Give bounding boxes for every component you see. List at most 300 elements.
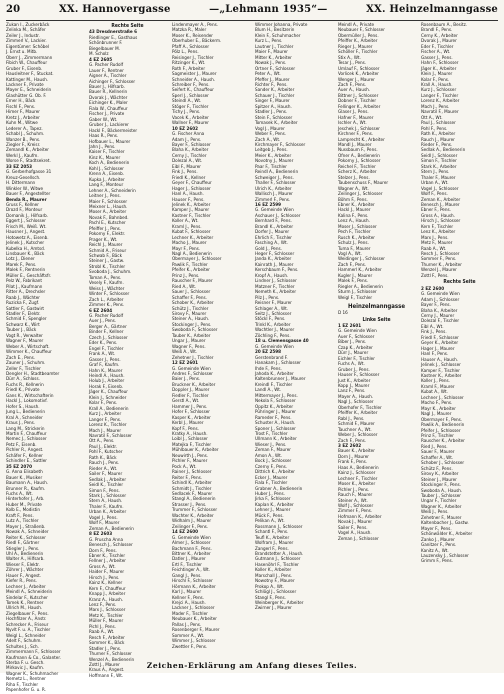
resident-entry: Lauer F., Rentner (89, 68, 124, 74)
resident-entry: Krejci A., Haush. (172, 601, 206, 607)
resident-entry: Riedl F., Gärtner (6, 541, 40, 547)
resident-entry: Tauber K., Arbeiter (172, 333, 211, 339)
resident-entry: Bittner K., Arbeiter (172, 551, 211, 557)
resident-entry: Benesch J., Schlosser (89, 543, 133, 549)
resident-entry: Reiter F., Pens. (172, 475, 203, 481)
resident-entry: Geyer K., Arbeiter (421, 341, 459, 347)
resident-entry: Stein F., Schlosser (255, 115, 293, 121)
page-header (6, 4, 498, 18)
resident-entry: G. Gemeinde Wien (255, 344, 294, 350)
resident-entry: Sauer F., Maurer (421, 450, 455, 456)
resident-entry: Swoboda A., Haush. (421, 488, 463, 494)
resident-entry: Zeilinger J., Schlosser (338, 192, 383, 198)
resident-entry: Brandl F., Pens. (421, 28, 453, 34)
resident-entry: Schaffer A., Wt. (421, 455, 454, 461)
page-number: 20 (6, 4, 21, 15)
resident-entry: H. Dittermann (6, 181, 36, 187)
resident-entry: J. Ernst u. Mitb. (6, 50, 38, 56)
resident-entry: Raab A., Wt. (89, 630, 115, 636)
resident-entry: Eder K., Pens. (89, 341, 118, 347)
resident-entry: Vacek K., Arbeiter (172, 115, 209, 121)
resident-entry: Reiter K., Schlosser (6, 535, 46, 541)
resident-entry: Obermüller J., Pens. (338, 33, 379, 39)
resident-entry: Stark K., Arbeiter (421, 164, 457, 170)
resident-entry: Zanko J., Maurer (421, 537, 455, 543)
resident-entry: Adelt F., Schuhm. (6, 639, 42, 645)
resident-entry: Malek F., Pens. (338, 279, 369, 285)
resident-entry: Blaha K., Arbeiter (421, 308, 458, 314)
house-number: 3 EZ 2602 (338, 443, 362, 449)
house-number: 8 EZ 2603 (89, 532, 113, 538)
resident-entry: Zimmer F., Pens. (338, 509, 373, 515)
resident-entry: Nemec J., Schlosser (6, 437, 47, 443)
house-number: 10 EZ 2602 (172, 126, 198, 132)
resident-entry: Wallisch J., Maurer (255, 192, 293, 198)
resident-entry: Glashütter G. Ob. F. (6, 93, 47, 99)
resident-entry: Tauber J., Bäck (6, 328, 37, 334)
resident-entry: Schwab F., Bäck (89, 254, 122, 260)
resident-entry: Kerbl J., Maurer (172, 421, 204, 427)
resident-entry: Kurz J., Schlosser (421, 88, 457, 94)
resident-entry: Kamper F., Tischler (421, 368, 460, 374)
resident-entry: Dvorak J., Maurer (421, 39, 457, 45)
resident-entry: Ullmann K., Arbeiter (255, 437, 297, 443)
house-number: 35 EZ 2070 (6, 464, 32, 470)
resident-entry: Frisch M., Weiß. Wt. (6, 224, 47, 230)
resident-entry: Ritter A., Drechsler (6, 290, 46, 296)
resident-entry: Leitner J., Pens. (89, 194, 121, 200)
resident-entry: Rusch K., Arbeiter (338, 235, 375, 241)
resident-entry: Hirsch J., Schlosser (421, 219, 461, 225)
resident-entry: Bruckner K., Arbeiter (172, 382, 216, 388)
resident-entry: Kral A., Schneider (6, 415, 43, 421)
resident-entry: Navratil F., Schlosser (89, 433, 132, 439)
resident-entry: Wenzel A., Bedienerin (89, 657, 135, 663)
resident-entry: Blum H., Besitzerin (255, 28, 295, 34)
resident-entry: Sommer F., Pens. (421, 257, 457, 263)
resident-entry: Hofmann K., Arbeiter (338, 514, 382, 520)
resident-entry: Pölz L., Pens. (172, 50, 199, 56)
resident-entry: Baier J., Pens. (172, 377, 201, 383)
resident-entry: Hofer F., Schlosser (172, 410, 210, 416)
resident-entry: Wimmer J., Schlosser (172, 639, 216, 645)
resident-entry: Auer A., Haush. (338, 88, 371, 94)
resident-entry: Pfeiffer J., Pens. (89, 226, 122, 232)
resident-entry: Ganitzer F., Pens. (421, 543, 457, 549)
resident-entry: Lechner F., Tischler (338, 476, 378, 482)
header-right-street: XX. Heinzelmanngasse (366, 4, 498, 15)
resident-entry: Wolf F., Pens. (421, 192, 448, 198)
resident-entry: Zemandl K., Arbeiter (6, 148, 49, 154)
resident-entry: Lehner A., Schneiderin (89, 188, 136, 194)
resident-entry: Dittrich K., Arbeiter (255, 470, 295, 476)
resident-entry: Wachter K., Arbeiter (172, 513, 214, 519)
house-number: 16 EZ 2599 (255, 202, 281, 208)
resident-entry: Kretz J., Arbeiter (6, 115, 40, 121)
resident-entry: Auer F., Schlosser (338, 334, 375, 340)
resident-entry: Gold J., Pens. (255, 246, 282, 252)
resident-entry: Papenhofer G. u. R. (6, 688, 46, 694)
resident-entry: Umlauf F., Schlosser (338, 66, 380, 72)
side-heading: Rechte Seite (443, 279, 476, 286)
resident-entry: Tesar J., Pens. (338, 61, 367, 67)
resident-entry: Vogel A., Haush. (338, 531, 372, 537)
resident-entry: Vogel J., Schlosser (421, 186, 459, 192)
resident-entry: Drozd F., Monteur (6, 208, 43, 214)
resident-entry: Ofner A., Bedienerin (338, 153, 380, 159)
resident-entry: Friedl F., Schlosser (421, 335, 459, 341)
resident-entry: Mayr F., Pens. (172, 246, 201, 252)
resident-entry: Ulrich K., Arbeiter (255, 186, 292, 192)
resident-entry: Winter F., Schlosser (89, 292, 130, 298)
resident-entry: Dvorak J., Wächter (89, 95, 128, 101)
resident-entry: Kastner F., Tischler (172, 213, 211, 219)
resident-entry: Ebner K., Arbeiter (338, 202, 375, 208)
resident-entry: Fischer J., Private (89, 112, 125, 118)
resident-entry: Pfeffer J., Maurer (255, 77, 290, 83)
resident-entry: Adam J., Pens. (172, 137, 202, 143)
resident-entry: Bauer R., Kellnerin (89, 90, 128, 96)
resident-entry: Fiala F., Tischler (255, 481, 288, 487)
resident-entry: Leitgeb J., Pens. (255, 148, 288, 154)
resident-entry: Auer J., Pens. (89, 319, 117, 325)
resident-entry: Kreuz-Gesellsch. (6, 175, 41, 181)
resident-entry: Pokorny J., Schlosser (338, 159, 381, 165)
resident-entry: Frank F., Pens. (338, 460, 368, 466)
resident-entry: Fischer A., Wt. (421, 50, 451, 56)
resident-entry: G. Pacher Rudolf (89, 63, 124, 69)
resident-entry: Janda K., Arbeiter (255, 257, 292, 263)
resident-entry: Dorn J., Maurer (338, 454, 369, 460)
resident-entry: Stiegler J., Pens. (6, 546, 40, 552)
resident-entry: Richter F., Pens. (255, 82, 288, 88)
resident-entry: Pfeifer J., Schlosser (421, 428, 461, 434)
resident-entry: Schantl F., Pens. (255, 530, 289, 536)
resident-entry: Karl J., Maurer (172, 590, 202, 596)
resident-entry: Horak F., Eisenb. (89, 384, 124, 390)
resident-entry: Kasper K., Arbeiter (172, 415, 211, 421)
resident-entry: Haider F., Maurer (89, 570, 125, 576)
resident-entry: Hauser F., Pens. (172, 197, 205, 203)
resident-entry: Sailer F., Pens. (338, 525, 368, 531)
resident-entry: Stern A., Haush. (89, 499, 123, 505)
resident-entry: Dürr A., Schloss. (6, 377, 40, 383)
resident-entry: Fellner J., Arbeiter (89, 559, 126, 565)
resident-entry: Bauer K., Arbeiter (338, 449, 375, 455)
resident-entry: Rath K., Bäck (89, 455, 117, 461)
resident-entry: Heger F., Schlosser (255, 252, 295, 258)
resident-entry: Ischler A., Wt. (338, 121, 367, 127)
resident-entry: Wallner F., Maurer (172, 121, 209, 127)
resident-entry: Kolar F., Pens. (421, 77, 450, 83)
resident-entry: Reindl A., Bedienerin (255, 170, 299, 176)
resident-entry: Dolezal A., Wt. (172, 159, 203, 165)
resident-entry: Kaiser F., Tischler (89, 150, 125, 156)
resident-entry: Koller A., Wt. (172, 219, 199, 225)
resident-entry: Wieser J., Pens. (255, 442, 287, 448)
resident-entry: Mitter K., Arbeiter (255, 55, 292, 61)
house-number: 4 EZ 2605 (89, 57, 113, 63)
resident-entry: Roth F., Arbeiter (172, 66, 206, 72)
resident-entry: Nussbaum F., Pens. (338, 148, 378, 154)
resident-entry: Neuwirth J., Pens. (172, 453, 209, 459)
resident-entry: Obermayer F., Pens. (421, 417, 463, 423)
resident-entry: Schlager A., Wt. (255, 306, 289, 312)
resident-entry: Sedlak J., Arbeiter (89, 477, 127, 483)
resident-entry: Weiß A., Wt. (172, 350, 198, 356)
resident-entry: Bauer F., Angestellter (6, 192, 51, 198)
resident-entry: Grabner A., Bedienerin (255, 486, 303, 492)
resident-entry: Kern F., Chauffeur (89, 586, 126, 592)
resident-entry: Kohl J., Schlosser (89, 166, 124, 172)
resident-entry: Hasenöhrl F., Tischler (255, 562, 299, 568)
resident-entry: Kurz J., Arbeiter (89, 412, 122, 418)
resident-entry: Peter A., Wt. (255, 72, 281, 78)
resident-entry: Klein J., Schneider (89, 395, 127, 401)
resident-entry: Benesch J., Maurer (421, 202, 460, 208)
footer-note: Zeichen-Erklärung am Anfang dieses Teiles. (146, 661, 358, 670)
column-2 (89, 23, 166, 679)
resident-entry: Schöller F., Tischler (338, 50, 378, 56)
resident-entry: Jahn J., Pens. (89, 144, 116, 150)
resident-entry: Engel F., Tischler (89, 346, 124, 352)
resident-entry: Eibl F., Maurer (172, 164, 201, 170)
resident-entry: Nyvlt F. u. A., Tischler (6, 628, 51, 634)
resident-entry: Hanl A., Haush. (172, 192, 204, 198)
resident-entry: Thaler F., Maurer (421, 175, 456, 181)
resident-entry: Zeman A., Bedienerin (89, 526, 134, 532)
resident-entry: Lederer A., Tapez. (6, 126, 43, 132)
resident-entry: Raab A., Wt. (421, 246, 447, 252)
resident-entry: Nowotny F., Maurer (255, 579, 295, 585)
resident-entry: Zehetner F., Maurer (421, 515, 462, 521)
resident-entry: Wenzel J., Maurer (421, 268, 457, 274)
resident-entry: Winkler W., Witwe (6, 186, 44, 192)
resident-entry: Bernhard F., Pens. (255, 219, 292, 225)
header-title: —„Lehmann 1935“— (209, 4, 328, 15)
resident-entry: Neubauer F., Schlosser (338, 28, 385, 34)
column-3 (172, 23, 249, 660)
resident-entry: Jelinek J., Kutscher (6, 241, 45, 247)
resident-entry: Zottl F., Pens. (421, 273, 449, 279)
resident-entry: Mittermayer J., Pens. (255, 393, 298, 399)
resident-entry: Koch A., Bedienerin (89, 161, 130, 167)
resident-entry: Schönwälder K., Arbeiter (421, 532, 473, 538)
resident-entry: Sommer K., Bäck (89, 641, 125, 647)
resident-entry: Hager J., Schlosser (172, 186, 211, 192)
resident-entry: Hirschl F., Schlosser (172, 579, 213, 585)
resident-entry: Eichinger K., Maler (89, 101, 128, 107)
resident-entry: Pühringer J., Maurer (255, 410, 297, 416)
resident-entry: Weiss J., Wächter (89, 286, 125, 292)
resident-entry: Kubat A., Wt. (421, 390, 448, 396)
resident-entry: Tichy J., Pens. (172, 110, 201, 116)
resident-entry: Jahoda K., Arbeiter (255, 372, 294, 377)
resident-entry: Vogl A., Wt. (338, 252, 362, 258)
resident-entry: Jung L., Bedienerin (6, 410, 45, 416)
resident-entry: Krall A., Bedienerin (89, 406, 129, 412)
resident-entry: Feichtinger A., Wt. (172, 568, 210, 574)
resident-entry: Petz F., Eisenb. (6, 442, 37, 448)
resident-entry: Lenz F., Pens. (89, 603, 117, 609)
resident-entry: Zach F., Pens. (338, 82, 367, 88)
resident-entry: Hahn K., Maurer (89, 368, 123, 374)
resident-entry: Jeschek J., Schlosser (338, 126, 380, 132)
resident-entry: Sperl J., Schlosser (172, 93, 209, 99)
resident-entry: Thurner F., Schlosser (89, 652, 132, 658)
resident-entry: Kaplan K., Arbeiter (255, 502, 294, 508)
resident-entry: Steindl A., Wt. (172, 99, 202, 105)
house-number: 6 EZ 2604 (89, 308, 113, 314)
resident-entry: Müller E., Geschäftsfr. (6, 273, 52, 279)
resident-entry: Zeman J., Schlosser (338, 536, 379, 542)
resident-entry: Pokorny F., Elektr. (89, 232, 126, 238)
resident-entry: Seifert K., Chauffeur (172, 88, 214, 94)
resident-entry: Lechner K., Arbeiter (172, 235, 214, 241)
resident-entry: Simon F., Tischler (421, 159, 457, 165)
resident-entry: Fuchs A., Wt. (338, 362, 365, 368)
resident-entry: Kuhn M., Witwe (6, 121, 38, 127)
resident-entry: Pichler F., Maurer (172, 459, 208, 465)
resident-entry: Nagl J., Maurer (421, 412, 452, 418)
resident-entry: Hammer J., Pens. (172, 404, 208, 410)
resident-entry: Lauzensky J., Schlosser (421, 553, 469, 559)
resident-entry: Oberr J., Zimmermann (6, 55, 53, 61)
resident-entry: Dobner F., Tischler (338, 99, 377, 105)
resident-entry: G. Pruscha Anna (89, 537, 124, 543)
resident-entry: Hausner J., Angest. (6, 230, 46, 236)
resident-entry: Brunner R., Kaufm. (6, 486, 46, 492)
resident-entry: Haas R., Pens. (89, 134, 119, 140)
resident-entry: Wanzer B., Pens. (6, 137, 41, 143)
house-number: 18 u. Clemensgasse 40 (255, 339, 309, 345)
resident-entry: Gangl J., Pens. (172, 573, 202, 579)
resident-entry: Mayer A., Haush. (338, 394, 374, 400)
resident-entry: Zöchling F., Pens. (255, 333, 291, 339)
resident-entry: Hotowetz A., Eisenb. (6, 235, 49, 241)
resident-entry: Riedlinger E., Gasthaus (89, 35, 138, 41)
resident-entry: Jäger K., Arbeiter (421, 66, 457, 72)
resident-entry: Lindner J., Schlosser (255, 279, 297, 285)
resident-entry: Ungar J., Maurer (172, 339, 206, 345)
resident-entry: Thaler F., Kaufm. (89, 504, 124, 510)
resident-entry: Kaufmann & Co., Galanter. (6, 655, 61, 661)
resident-entry: Haas A., Bedienerin (338, 465, 379, 471)
resident-entry: Krenn A., Eisenb. (89, 172, 125, 178)
resident-entry: Gasser J., Pens. (421, 55, 453, 61)
resident-entry: Brandstetter A., Haush. (255, 551, 304, 557)
resident-entry: Trost F., Tischler (255, 431, 288, 437)
header-rule (6, 20, 498, 21)
resident-entry: Rauch F., Maurer (338, 493, 373, 499)
resident-entry: Czerny F., Pens. (255, 464, 288, 470)
resident-entry: Wachtler J., Maurer (255, 328, 295, 334)
resident-entry: Schabl J., Schuhm. (6, 132, 45, 138)
resident-entry: Trinkl K., Arbeiter (255, 322, 291, 328)
resident-entry: Geyer F., Chauffeur (172, 181, 212, 187)
resident-entry: Klein F., Schuhmacher (255, 33, 301, 39)
resident-entry: Eder F., Tischler (421, 44, 454, 50)
resident-entry: Aichinger F., Schlosser (89, 79, 136, 85)
house-number: 14 EZ 2600 (172, 530, 198, 536)
resident-entry: Stern J., Pens. (421, 170, 450, 176)
resident-entry: Hausleitner F., Stuckat. (6, 72, 54, 78)
resident-entry: Schreiber F., Pens. (172, 82, 210, 88)
resident-entry: Stockinger F., Pens. (421, 483, 461, 489)
resident-entry: Kainz K., Kellner (89, 581, 123, 587)
resident-entry: Baumann A., Haush. (6, 481, 49, 487)
resident-entry: Weigl F., Tischler (338, 295, 373, 301)
resident-entry: Bayer F., Schlosser (172, 142, 211, 148)
resident-entry: Ullrich M., Haush. (6, 606, 43, 612)
resident-entry: Loibl J., Schlosser (172, 437, 208, 443)
resident-entry: Strasser J., Pens. (172, 502, 207, 508)
resident-entry: Kerschbaum F., Pens. (255, 268, 299, 274)
resident-entry: Aschauer J., Schlosser (255, 213, 301, 219)
resident-entry: Novak F., Bahnbed. (89, 215, 129, 221)
resident-entry: Stelzer J., Pens. (338, 175, 370, 181)
resident-entry: Stockinger J., Pens. (172, 322, 212, 328)
resident-entry: Ritzinger K., Wt. (172, 61, 206, 67)
resident-entry: Lang F., Monteur (89, 183, 124, 189)
resident-entry: Eibl A., Wt. (421, 324, 444, 330)
resident-entry: Pfeifer K., Arbeiter (172, 268, 210, 274)
resident-entry: Meixner L., Haush. (89, 204, 128, 210)
resident-entry: Zeiler J., Industr. (6, 33, 40, 39)
resident-entry: Nemetz L., Rentner (6, 677, 46, 683)
resident-entry: Linsbauer K., Bäck (6, 252, 45, 258)
resident-entry: Vorlicek K., Arbeiter (338, 72, 379, 78)
resident-entry: Fink J., Pens. (421, 330, 447, 336)
resident-entry: Oppitz K., Arbeiter (255, 404, 294, 410)
resident-entry: Ihde F., Pens. (255, 366, 282, 372)
resident-entry: Kolb E., Modistin (6, 508, 41, 514)
resident-entry: Fasching A., Wt. (255, 241, 288, 247)
resident-entry: Pallas J., Pens. (172, 622, 202, 628)
resident-entry: Malek F., Rentnerin (6, 268, 46, 274)
resident-entry: Schober K., Arbeiter (172, 301, 214, 307)
side-heading: Linke Seite (362, 316, 391, 323)
resident-entry: Fellinger K., Arbeiter (338, 104, 381, 110)
resident-entry: Fink J., Pens. (172, 170, 198, 176)
resident-entry: Novotny J., Maurer (255, 159, 294, 165)
resident-entry: Zottl J., Maurer (89, 663, 120, 669)
resident-entry: Hackl F., Bäckermeister (89, 128, 138, 134)
resident-entry: Brandl K., Arbeiter (255, 224, 294, 230)
resident-entry: Moser K., Arbeiter (338, 482, 376, 488)
resident-entry: Fibich W., Chauffeur (6, 61, 48, 67)
resident-entry: Kopp J., Maurer (338, 384, 370, 389)
resident-entry: Lang M., Strickerin (6, 426, 45, 432)
resident-entry: Lautner J., Tischler (255, 44, 294, 50)
resident-entry: Knapp J., Arbeiter (89, 592, 126, 598)
resident-entry: Kraft F., Pens. (6, 513, 34, 519)
resident-entry: Sauer J., Schlosser (172, 290, 211, 296)
resident-entry: G. Pacher Rudolf (89, 314, 124, 320)
resident-entry: Tauchner A., Wt. (338, 427, 372, 433)
resident-entry: Bittner J., Schlosser (338, 93, 379, 99)
resident-entry: Kern F., Tischler (421, 224, 454, 230)
resident-entry: Lotz J., Diener (6, 257, 35, 263)
resident-entry: Zöhrer J., Wächter (6, 568, 44, 574)
resident-entry: Weiß J., Pens. (421, 510, 449, 516)
resident-entry: Metz K., Tischler (89, 613, 123, 619)
resident-entry: Biber J., Pens. (338, 340, 367, 346)
resident-entry: Mayer E., Schneiderin (6, 88, 52, 94)
resident-entry: Pichler J., Pens. (338, 487, 370, 493)
resident-entry: Mühlbauer K., Arbeiter (172, 448, 219, 454)
resident-entry: Martin F., Chauffeur (6, 431, 47, 437)
